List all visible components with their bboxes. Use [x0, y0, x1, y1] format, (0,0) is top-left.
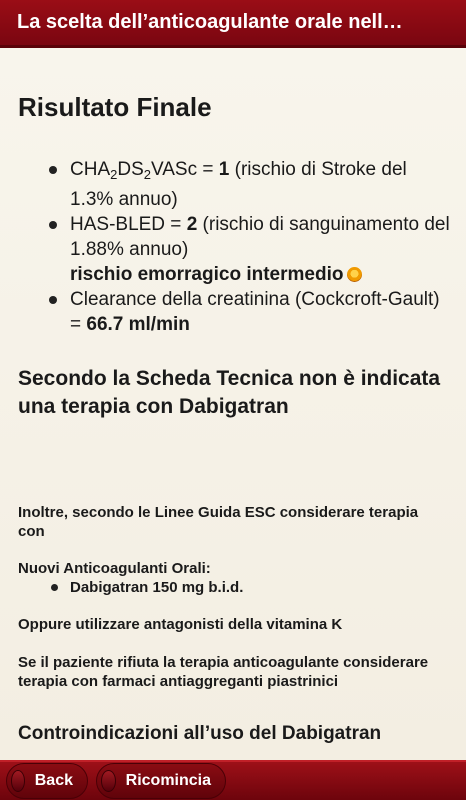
hasbled-item: [70, 212, 450, 287]
result-content[interactable]: [0, 48, 466, 760]
hasbled-label: HAS-BLED =: [70, 214, 187, 235]
esc-guideline-text: Inoltre, secondo le Linee Guida ESC considerare terapia con: [18, 504, 419, 540]
antiplatelet-text: Se il paziente rifiuta la terapia anticoagulante considerare terapia con farmaci antiaggreganti piastrinici: [18, 654, 429, 690]
noac-block: [18, 559, 448, 597]
orange-dot-icon: [347, 267, 362, 282]
back-label: Back: [34, 772, 73, 789]
back-button[interactable]: [6, 763, 88, 799]
verdict-heading: Secondo la Scheda Tecnica non è indicata una terapia con Dabigatran: [18, 367, 441, 418]
cha-sub1: 2: [110, 167, 118, 182]
cha2ds2vasc-item: [70, 157, 450, 212]
app-title: La scelta dell’anticoagulante orale nell…: [17, 11, 403, 33]
noac-heading: Nuovi Anticoagulanti Orali:: [18, 560, 211, 577]
bottom-toolbar: [0, 760, 466, 800]
score-list: [70, 157, 450, 337]
app-title-bar: [0, 0, 466, 48]
contraindications-heading: Controindicazioni all’uso del Dabigatran: [18, 723, 382, 744]
restart-button[interactable]: [96, 763, 226, 799]
cha-mid: DS: [117, 159, 144, 180]
bleeding-risk-label: rischio emorragico intermedio: [70, 264, 344, 285]
drug-list: [70, 578, 448, 597]
clearance-item: [70, 287, 450, 337]
drug-item: Dabigatran 150 mg b.i.d.: [70, 578, 448, 597]
cha-sub2: 2: [143, 167, 151, 182]
cha-value: 1: [218, 159, 230, 180]
clearance-value: 66.7 ml/min: [86, 314, 190, 335]
circle-button-icon: [101, 770, 116, 792]
circle-button-icon: [11, 770, 25, 792]
hasbled-value: 2: [186, 214, 198, 235]
hasbled-note: (rischio di sanguinamento del 1.88% annuo): [70, 214, 450, 260]
cha-prefix: CHA: [70, 159, 111, 180]
page-title: Risultato Finale: [18, 92, 212, 122]
clearance-label: Clearance della creatinina (Cockcroft-Gault) =: [70, 289, 440, 335]
restart-label: Ricomincia: [125, 772, 211, 789]
cha-note: (rischio di Stroke del 1.3% annuo): [70, 159, 407, 210]
cha-suffix: VASc =: [151, 159, 219, 180]
vka-text: Oppure utilizzare antagonisti della vitamina K: [18, 616, 343, 633]
